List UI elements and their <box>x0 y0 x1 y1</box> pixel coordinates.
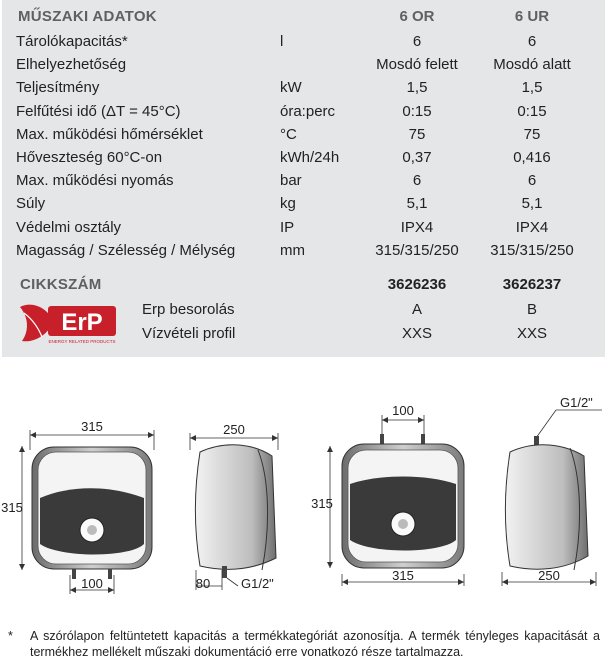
value-ur: B <box>526 301 537 318</box>
value-or: 1,5 <box>406 79 428 97</box>
row-label: Elhelyezhetőség <box>16 56 127 74</box>
row-unit: kW <box>280 79 302 97</box>
or-depth-label: 250 <box>223 422 245 437</box>
side-shell <box>506 445 589 569</box>
or-width-label: 315 <box>81 419 103 434</box>
spec-row <box>2 100 605 123</box>
ur-pipe-spacing-label: 100 <box>392 403 414 418</box>
row-label: Védelmi osztály <box>16 218 122 236</box>
row-label: Erp besorolás <box>142 301 235 318</box>
value-ur: 5,1 <box>521 195 543 213</box>
row-label: Hőveszteség 60°C-on <box>16 149 163 166</box>
row-label: Max. működési hőmérséklet <box>16 125 203 143</box>
erp-logo-subtext: ENERGY RELATED PRODUCTS <box>48 339 116 344</box>
spec-row <box>2 30 605 53</box>
spec-table <box>2 0 605 357</box>
value-or: IPX4 <box>400 218 434 236</box>
row-unit: óra:perc <box>280 102 336 120</box>
row-unit: l <box>280 33 284 50</box>
or-connection-label: G1/2" <box>241 576 274 591</box>
leader-line <box>227 578 238 586</box>
value-ur: 75 <box>523 125 541 143</box>
spec-row <box>2 123 605 146</box>
ur-depth-label: 250 <box>538 568 560 583</box>
ur-side-view <box>502 395 602 586</box>
table-title: MŰSZAKI ADATOK <box>18 8 157 25</box>
value-ur: XXS <box>516 325 547 342</box>
row-unit: °C <box>280 125 297 143</box>
value-or: XXS <box>401 325 432 342</box>
side-shell <box>196 445 277 570</box>
row-label: Teljesítmény <box>16 79 100 97</box>
value-or: Mosdó felett <box>376 56 458 74</box>
spec-row <box>2 76 605 99</box>
ur-height-label: 315 <box>311 496 333 511</box>
model-ur-header: 6 UR <box>514 8 550 25</box>
row-unit: kWh/24h <box>280 149 340 166</box>
row-label: Súly <box>16 195 46 213</box>
row-label: Vízvételi profil <box>142 325 236 342</box>
table-header <box>2 5 605 28</box>
value-ur: 1,5 <box>521 79 543 97</box>
row-label: Tárolókapacitás* <box>16 33 128 50</box>
spec-row <box>2 239 605 262</box>
spec-row <box>2 216 605 239</box>
or-height-label: 315 <box>1 500 23 515</box>
footnote-text: A szórólapon feltüntetett kapacitás a termékkategóriát azonosítja. A termék tényleges kapacitását a termékhez mellékelt műszaki dokumentáció erre vonatkozó része tartalmazza. <box>30 629 600 659</box>
value-ur: 315/315/250 <box>490 241 574 259</box>
value-or: 6 <box>412 172 422 190</box>
ur-width-label: 315 <box>392 568 414 583</box>
value-ur: 6 <box>527 172 537 190</box>
pipe <box>421 434 425 444</box>
spec-row <box>2 169 605 192</box>
value-or: A <box>411 301 422 318</box>
value-ur: Mosdó alatt <box>493 56 571 74</box>
row-label: Felfűtési idő (ΔT = 45°C) <box>16 102 181 120</box>
ur-connection-label: G1/2" <box>560 395 593 410</box>
value-ur: 0,416 <box>513 149 551 166</box>
value-ur: IPX4 <box>515 218 549 236</box>
value-or: 0,37 <box>402 149 432 166</box>
row-unit: IP <box>280 218 295 236</box>
or-side-offset-label: 80 <box>195 576 211 591</box>
value-or: 5,1 <box>406 195 428 213</box>
code-or: 3626236 <box>387 276 447 293</box>
code-ur: 3626237 <box>502 276 562 293</box>
or-pipe-spacing-label: 100 <box>81 576 103 591</box>
footnote-marker: * <box>8 629 13 643</box>
value-ur: 0:15 <box>517 102 547 120</box>
value-ur: 6 <box>527 33 537 50</box>
value-or: 315/315/250 <box>375 241 459 259</box>
spec-row <box>2 146 605 169</box>
row-label: Max. működési nyomás <box>16 172 174 190</box>
or-side-view <box>190 422 278 591</box>
ur-front-view <box>311 403 464 586</box>
row-unit: bar <box>280 172 302 190</box>
value-or: 75 <box>408 125 426 143</box>
pipe <box>108 569 112 579</box>
dimension-drawing <box>0 390 605 605</box>
value-or: 6 <box>412 33 422 50</box>
model-or-header: 6 OR <box>399 8 435 25</box>
erp-logo-text: ErP <box>61 309 103 336</box>
code-row <box>2 273 605 296</box>
row-label: Magasság / Szélesség / Mélység <box>16 241 236 259</box>
leader-line <box>536 410 556 438</box>
side-pipe <box>222 566 227 578</box>
erp-logo <box>18 301 118 347</box>
row-unit: mm <box>280 241 305 259</box>
knob-center <box>87 525 97 535</box>
pipe <box>380 434 384 444</box>
knob-center <box>398 519 408 529</box>
spec-row <box>2 192 605 215</box>
or-front-view <box>1 419 154 594</box>
spec-row <box>2 53 605 76</box>
pipe <box>72 569 76 579</box>
value-or: 0:15 <box>402 102 432 120</box>
code-label: CIKKSZÁM <box>20 276 102 293</box>
row-unit: kg <box>280 195 296 213</box>
